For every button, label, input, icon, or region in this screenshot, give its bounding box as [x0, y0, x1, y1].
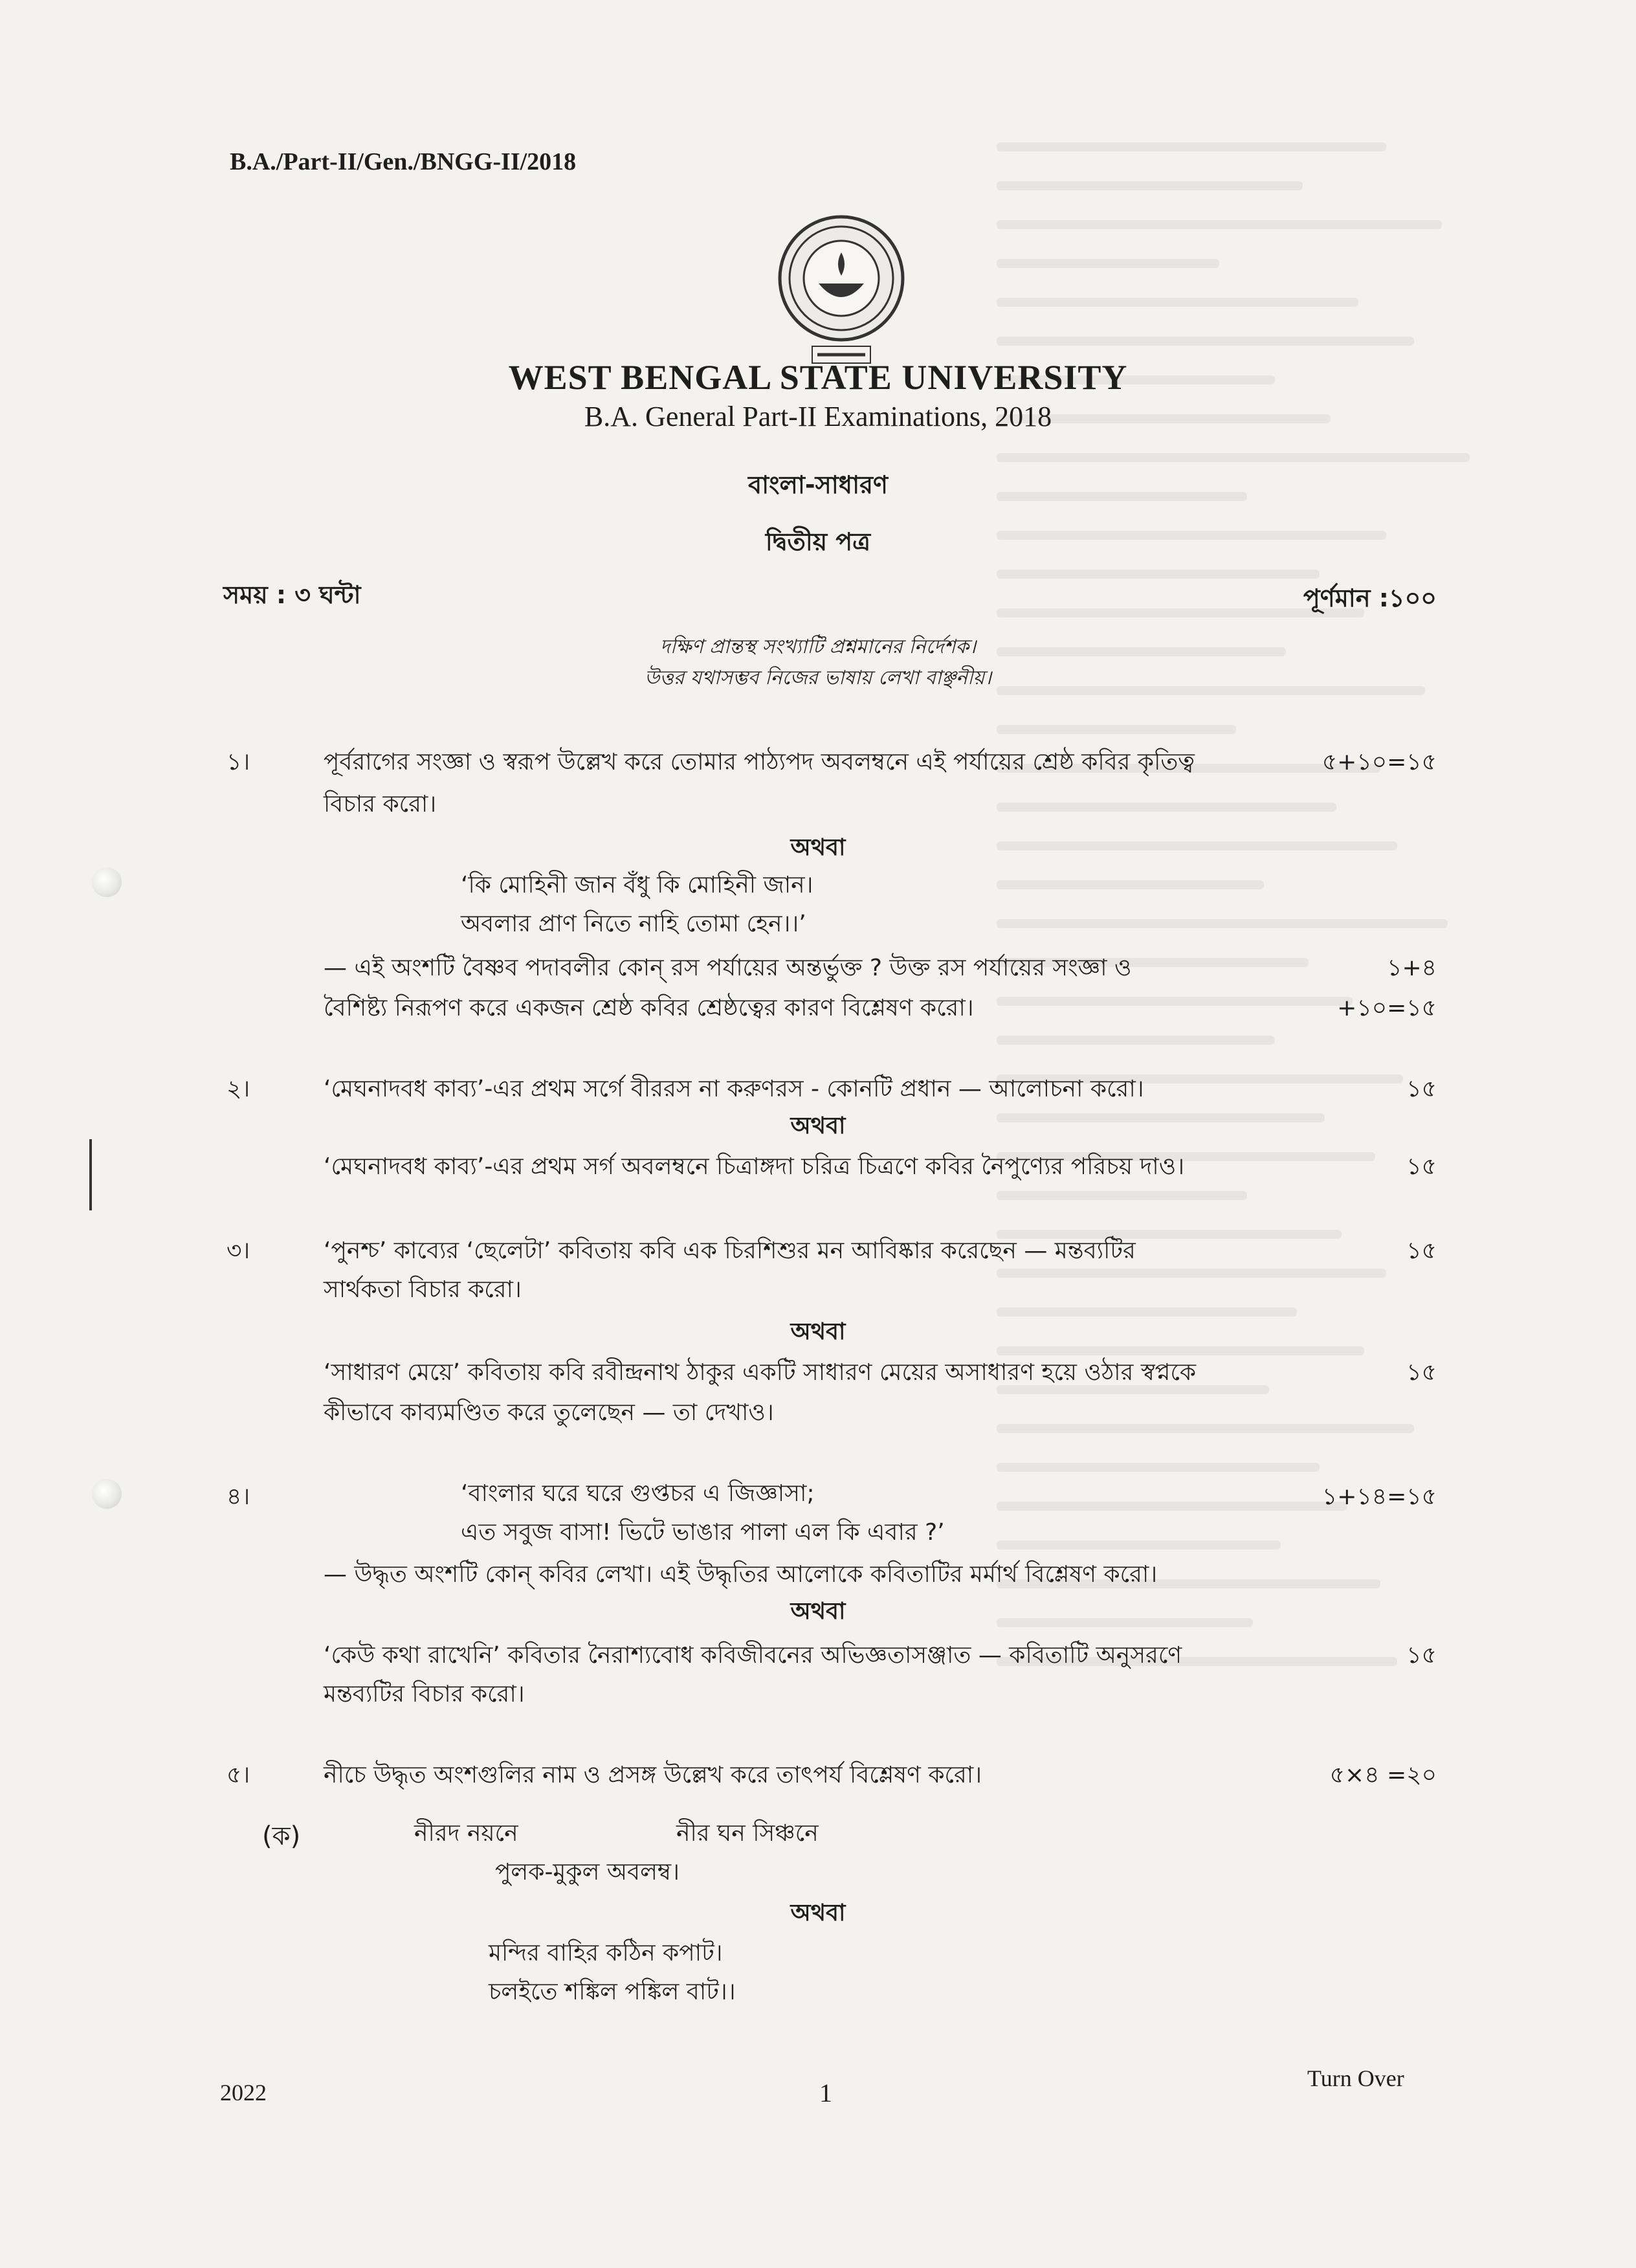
turn-over-note: Turn Over	[1307, 2065, 1404, 2091]
paper-code: B.A./Part-II/Gen./BNGG-II/2018	[230, 148, 577, 175]
question-text: ‘মেঘনাদবধ কাব্য’-এর প্রথম সর্গ অবলম্বনে চিত্রাঙ্গদা চরিত্র চিত্রণে কবির নৈপুণ্যের পরিচয় দাও।	[324, 1153, 1185, 1180]
question-number: ১।	[227, 749, 250, 775]
question-marks: ১৫	[1406, 1359, 1437, 1386]
quote-line: ‘বাংলার ঘরে ঘরে গুপ্তচর এ জিজ্ঞাসা;	[461, 1480, 815, 1507]
question-number: ২।	[227, 1076, 250, 1102]
question-text: মন্তব্যটির বিচার করো।	[324, 1681, 525, 1707]
punch-hole-top	[92, 867, 122, 897]
full-marks: পূর্ণমান :১০০	[1303, 584, 1437, 612]
question-marks: ১৫	[1406, 1153, 1437, 1180]
university-seal-logo	[773, 214, 909, 369]
question-text: ‘পুনশ্চ’ কাব্যের ‘ছেলেটা’ কবিতায় কবি এক চিরশিশুর মন আবিষ্কার করেছেন — মন্তব্যটির	[324, 1238, 1136, 1264]
or-separator: অথবা	[790, 1113, 846, 1139]
exam-title: B.A. General Part-II Examinations, 2018	[584, 401, 1052, 432]
or-separator: অথবা	[790, 1318, 846, 1345]
question-text: পূর্বরাগের সংজ্ঞা ও স্বরূপ উল্লেখ করে তোমার পাঠ্যপদ অবলম্বনে এই পর্যায়ের শ্রেষ্ঠ কবির কৃতিত্ব	[324, 749, 1195, 775]
instruction-marks: দক্ষিণ প্রান্তস্থ সংখ্যাটি প্রশ্নমানের নির্দেশক।	[659, 636, 977, 658]
university-name: WEST BENGAL STATE UNIVERSITY	[508, 358, 1128, 397]
question-marks: ১৫	[1406, 1076, 1437, 1102]
question-marks: +১০=১৫	[1337, 995, 1437, 1021]
question-number: ৫।	[227, 1762, 250, 1788]
question-text: — এই অংশটি বৈষ্ণব পদাবলীর কোন্ রস পর্যায়ের অন্তর্ভুক্ত ? উক্ত রস পর্যায়ের সংজ্ঞা ও	[324, 955, 1132, 981]
or-separator: অথবা	[790, 834, 846, 861]
or-separator: অথবা	[790, 1900, 846, 1926]
quote-line: চলইতে শঙ্কিল পঙ্কিল বাট।।	[489, 1979, 736, 2005]
question-number: ৩।	[227, 1238, 250, 1264]
footer-code: 2022	[220, 2080, 267, 2106]
quote-line: পুলক-মুকুল অবলম্ব।	[495, 1859, 680, 1885]
quote-line: ‘কি মোহিনী জান বঁধু কি মোহিনী জান।	[461, 872, 813, 898]
question-marks: ৫×৪ =২০	[1329, 1762, 1437, 1788]
or-separator: অথবা	[790, 1598, 846, 1625]
question-text: — উদ্ধৃত অংশটি কোন্ কবির লেখা। এই উদ্ধৃতির আলোকে কবিতাটির মর্মার্থ বিশ্লেষণ করো।	[324, 1561, 1158, 1588]
question-number: ৪।	[227, 1484, 250, 1510]
subject-title: বাংলা-সাধারণ	[748, 471, 888, 499]
question-text: ‘মেঘনাদবধ কাব্য’-এর প্রথম সর্গে বীররস না করুণরস - কোনটি প্রধান — আলোচনা করো।	[324, 1076, 1144, 1102]
question-text: ‘সাধারণ মেয়ে’ কবিতায় কবি রবীন্দ্রনাথ ঠাকুর একটি সাধারণ মেয়ের অসাধারণ হয়ে ওঠার স্বপ্নকে	[324, 1359, 1197, 1386]
question-marks: ১৫	[1406, 1642, 1437, 1669]
instruction-language: উত্তর যথাসম্ভব নিজের ভাষায় লেখা বাঞ্ছনীয়।	[645, 667, 991, 689]
quote-line: এত সবুজ বাসা! ভিটে ভাঙার পালা এল কি এবার ?’	[461, 1519, 945, 1546]
question-marks: ১+৪	[1387, 955, 1437, 981]
pen-mark	[89, 1139, 92, 1210]
question-text: বৈশিষ্ট্য নিরূপণ করে একজন শ্রেষ্ঠ কবির শ্রেষ্ঠত্বের কারণ বিশ্লেষণ করো।	[324, 995, 974, 1021]
paper-title: দ্বিতীয় পত্র	[765, 528, 871, 556]
time-allowed: সময় : ৩ ঘন্টা	[223, 581, 361, 609]
question-text: নীচে উদ্ধৃত অংশগুলির নাম ও প্রসঙ্গ উল্লেখ করে তাৎপর্য বিশ্লেষণ করো।	[324, 1762, 982, 1788]
quote-line: নীর ঘন সিঞ্চনে	[676, 1820, 819, 1847]
question-text: ‘কেউ কথা রাখেনি’ কবিতার নৈরাশ্যবোধ কবিজীবনের অভিজ্ঞতাসঞ্জাত — কবিতাটি অনুসরণে	[324, 1642, 1182, 1669]
question-text: সার্থকতা বিচার করো।	[324, 1276, 522, 1303]
question-text: বিচার করো।	[324, 791, 437, 817]
quote-line: নীরদ নয়নে	[414, 1820, 518, 1847]
quote-line: মন্দির বাহির কঠিন কপাট।	[489, 1940, 723, 1966]
sub-question-label: (ক)	[262, 1821, 301, 1851]
quote-line: অবলার প্রাণ নিতে নাহি তোমা হেন।।’	[461, 911, 806, 937]
question-marks: ১+১৪=১৫	[1321, 1484, 1437, 1510]
question-marks: ৫+১০=১৫	[1321, 749, 1437, 775]
question-marks: ১৫	[1406, 1238, 1437, 1264]
page-number: 1	[819, 2078, 832, 2107]
question-text: কীভাবে কাব্যমণ্ডিত করে তুলেছেন — তা দেখাও।	[324, 1399, 774, 1426]
punch-hole-bottom	[92, 1479, 122, 1509]
